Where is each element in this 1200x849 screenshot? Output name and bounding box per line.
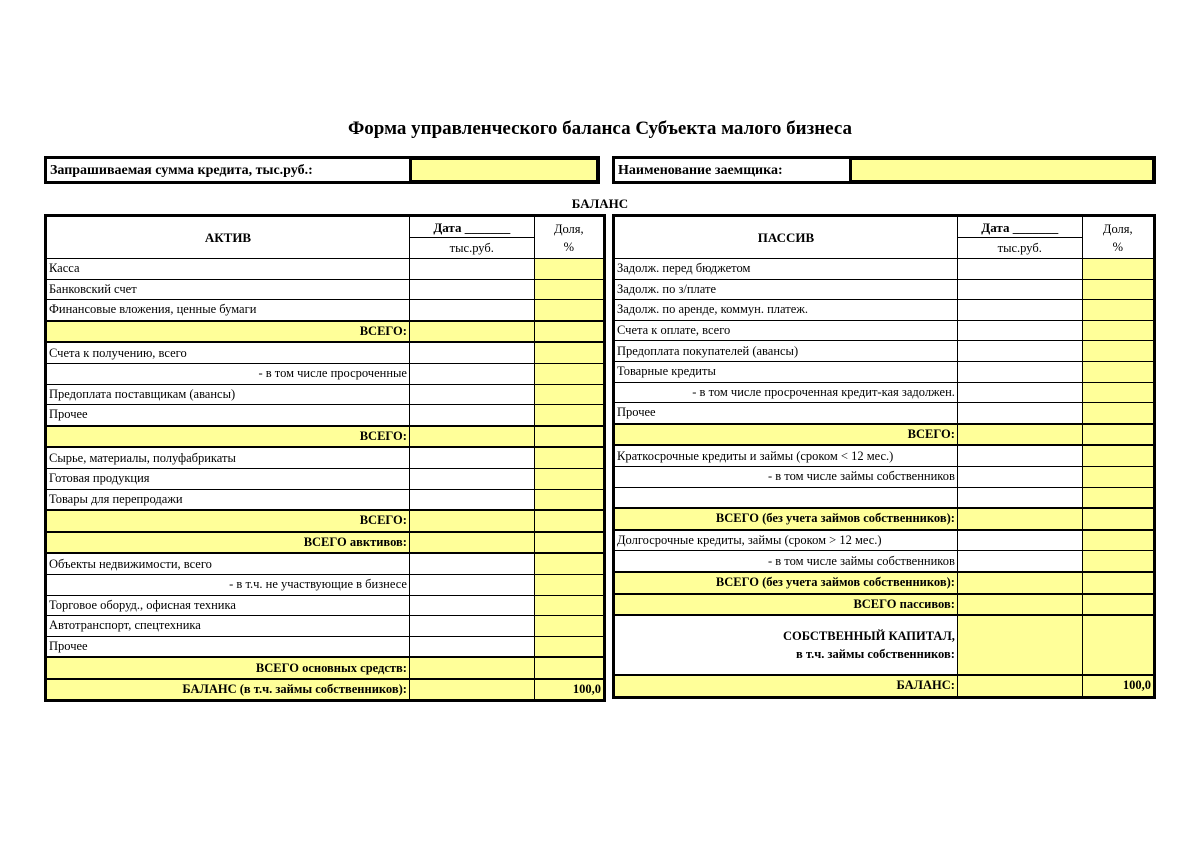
asset-row-label: Банковский счет (46, 279, 410, 300)
asset-row (46, 657, 605, 679)
liability-row (614, 675, 1155, 697)
asset-row (46, 447, 605, 468)
liability-row (614, 572, 1155, 594)
liability-share-cell[interactable] (1082, 487, 1154, 508)
asset-share-cell[interactable] (534, 468, 604, 489)
asset-value-cell[interactable] (409, 574, 534, 595)
liabilities-share-header (1082, 216, 1154, 259)
liability-row (614, 551, 1155, 572)
liability-share-cell[interactable] (1082, 508, 1154, 530)
asset-row (46, 468, 605, 489)
asset-row (46, 679, 605, 701)
asset-row (46, 384, 605, 405)
asset-row (46, 321, 605, 343)
liability-row-label: Задолж. по з/плате (614, 279, 958, 300)
asset-value-cell[interactable] (409, 532, 534, 554)
asset-row-label: ВСЕГО авктивов: (46, 532, 410, 554)
liability-value-cell[interactable] (957, 594, 1082, 616)
loan-amount-box (44, 156, 600, 184)
liability-value-cell[interactable] (957, 508, 1082, 530)
liability-value-cell[interactable] (957, 487, 1082, 508)
liability-value-cell[interactable] (957, 300, 1082, 321)
asset-row (46, 342, 605, 363)
liability-share-cell[interactable] (1082, 530, 1154, 551)
asset-row-label: БАЛАНС (в т.ч. займы собственников): (46, 679, 410, 701)
liability-row (614, 300, 1155, 321)
liability-value-cell[interactable] (957, 445, 1082, 466)
liabilities-unit-header: тыс.руб. (957, 238, 1082, 259)
asset-share-cell[interactable] (534, 510, 604, 532)
assets-table (44, 214, 606, 702)
liabilities-title: ПАССИВ (614, 216, 958, 259)
liability-row (614, 445, 1155, 466)
asset-row (46, 259, 605, 280)
asset-row-label: Прочее (46, 405, 410, 426)
asset-share-cell[interactable] (534, 447, 604, 468)
asset-value-cell[interactable] (409, 447, 534, 468)
asset-share-cell[interactable] (534, 657, 604, 679)
liability-value-cell[interactable] (957, 320, 1082, 341)
loan-amount-label: Запрашиваемая сумма кредита, тыс.руб.: (47, 159, 411, 181)
asset-value-cell[interactable] (409, 405, 534, 426)
asset-value-cell[interactable] (409, 363, 534, 384)
asset-value-cell[interactable] (409, 300, 534, 321)
asset-share-cell[interactable] (534, 363, 604, 384)
asset-value-cell[interactable] (409, 259, 534, 280)
asset-value-cell[interactable] (409, 510, 534, 532)
asset-row-label: Готовая продукция (46, 468, 410, 489)
borrower-box (612, 156, 1156, 184)
liability-share-cell[interactable] (1082, 551, 1154, 572)
asset-value-cell[interactable] (409, 279, 534, 300)
asset-row (46, 300, 605, 321)
asset-share-cell[interactable] (534, 532, 604, 554)
liability-capital-label (614, 615, 958, 675)
liability-value-cell[interactable] (957, 279, 1082, 300)
liability-row-label: Краткосрочные кредиты и займы (сроком < 12 мес.) (614, 445, 958, 466)
liability-value-cell[interactable] (957, 341, 1082, 362)
asset-share-cell[interactable] (534, 321, 604, 343)
asset-row-label: ВСЕГО: (46, 426, 410, 448)
asset-row (46, 510, 605, 532)
liability-row-label: Задолж. по аренде, коммун. платеж. (614, 300, 958, 321)
borrower-name-field[interactable] (851, 159, 1153, 181)
asset-row-label: Торговое оборуд., офисная техника (46, 595, 410, 616)
asset-row (46, 532, 605, 554)
liability-row (614, 424, 1155, 446)
assets-title: АКТИВ (46, 216, 410, 259)
liability-share-cell[interactable] (1082, 615, 1154, 675)
liability-share-cell[interactable] (1082, 403, 1154, 424)
liability-row-label: Долгосрочные кредиты, займы (сроком > 12 мес.) (614, 530, 958, 551)
asset-share-cell[interactable] (534, 279, 604, 300)
asset-row-label: ВСЕГО: (46, 510, 410, 532)
asset-value-cell[interactable] (409, 489, 534, 510)
borrower-label: Наименование заемщика: (615, 159, 851, 181)
liability-value-cell[interactable] (957, 259, 1082, 280)
asset-value-cell[interactable] (409, 468, 534, 489)
balance-heading: БАЛАНС (571, 196, 629, 211)
asset-value-cell[interactable] (409, 342, 534, 363)
liability-row (614, 530, 1155, 551)
liability-value-cell[interactable] (957, 551, 1082, 572)
owner-loans-label: в т.ч. займы собственников: (796, 647, 955, 662)
asset-value-cell[interactable] (409, 616, 534, 637)
liabilities-table (612, 214, 1156, 699)
liability-value-cell[interactable] (957, 530, 1082, 551)
liability-row-label: - в том числе займы собственников (614, 551, 958, 572)
liability-share-cell[interactable] (1082, 572, 1154, 594)
asset-share-cell[interactable] (534, 595, 604, 616)
asset-row-label: - в т.ч. не участвующие в бизнесе (46, 574, 410, 595)
liability-share-cell[interactable]: 100,0 (1082, 675, 1154, 697)
liability-share-cell[interactable] (1082, 445, 1154, 466)
liability-share-cell[interactable] (1082, 320, 1154, 341)
asset-row-label: Объекты недвижимости, всего (46, 553, 410, 574)
liability-row (614, 320, 1155, 341)
asset-share-cell[interactable] (534, 616, 604, 637)
asset-share-cell[interactable] (534, 384, 604, 405)
asset-row (46, 636, 605, 657)
asset-value-cell[interactable] (409, 657, 534, 679)
asset-row-label: Предоплата поставщикам (авансы) (46, 384, 410, 405)
asset-row-label: - в том числе просроченные (46, 363, 410, 384)
share-label: Доля, (1102, 221, 1133, 236)
liability-row-label: Счета к оплате, всего (614, 320, 958, 341)
asset-value-cell[interactable] (409, 426, 534, 448)
liability-share-cell[interactable] (1082, 424, 1154, 446)
share-label: Доля, (553, 221, 584, 236)
liabilities-date-header: Дата _______ (957, 216, 1082, 238)
liability-row (614, 466, 1155, 487)
liability-value-cell[interactable] (957, 675, 1082, 697)
liability-row-label: ВСЕГО (без учета займов собственников): (614, 572, 958, 594)
liability-row (614, 382, 1155, 403)
asset-share-cell[interactable] (534, 342, 604, 363)
liability-share-cell[interactable] (1082, 361, 1154, 382)
liability-row (614, 615, 1155, 675)
liability-row (614, 259, 1155, 280)
percent-label: % (563, 239, 575, 254)
asset-share-cell[interactable] (534, 636, 604, 657)
asset-share-cell[interactable] (534, 259, 604, 280)
percent-label: % (1112, 239, 1123, 254)
liability-row (614, 487, 1155, 508)
liability-row (614, 279, 1155, 300)
liability-row-label: Задолж. перед бюджетом (614, 259, 958, 280)
asset-row-label: Сырье, материалы, полуфабрикаты (46, 447, 410, 468)
liability-row-label: Прочее (614, 403, 958, 424)
asset-row-label: Касса (46, 259, 410, 280)
liability-share-cell[interactable] (1082, 259, 1154, 280)
asset-share-cell[interactable] (534, 405, 604, 426)
asset-row (46, 279, 605, 300)
asset-row (46, 405, 605, 426)
asset-row (46, 489, 605, 510)
liability-value-cell[interactable] (957, 361, 1082, 382)
liability-row-label: ВСЕГО: (614, 424, 958, 446)
assets-share-header (534, 216, 604, 259)
asset-value-cell[interactable] (409, 384, 534, 405)
asset-value-cell[interactable] (409, 595, 534, 616)
asset-row (46, 363, 605, 384)
liability-row-label: Товарные кредиты (614, 361, 958, 382)
liability-share-cell[interactable] (1082, 594, 1154, 616)
asset-row-label: Прочее (46, 636, 410, 657)
asset-row-label: Счета к получению, всего (46, 342, 410, 363)
asset-value-cell[interactable] (409, 679, 534, 701)
asset-row (46, 553, 605, 574)
liability-row-label: БАЛАНС: (614, 675, 958, 697)
asset-value-cell[interactable] (409, 636, 534, 657)
asset-row-label: ВСЕГО основных средств: (46, 657, 410, 679)
liability-row-label: - в том числе просроченная кредит-кая задолжен. (614, 382, 958, 403)
liability-row (614, 361, 1155, 382)
asset-row-label: ВСЕГО: (46, 321, 410, 343)
liability-value-cell[interactable] (957, 382, 1082, 403)
liability-row (614, 341, 1155, 362)
asset-share-cell[interactable] (534, 300, 604, 321)
liability-row (614, 403, 1155, 424)
asset-row-label: Товары для перепродажи (46, 489, 410, 510)
liability-row-label: ВСЕГО пассивов: (614, 594, 958, 616)
asset-row (46, 616, 605, 637)
asset-share-cell[interactable] (534, 426, 604, 448)
liability-share-cell[interactable] (1082, 382, 1154, 403)
liability-row (614, 508, 1155, 530)
asset-row-label: Финансовые вложения, ценные бумаги (46, 300, 410, 321)
liability-value-cell[interactable] (957, 424, 1082, 446)
assets-date-header: Дата _______ (409, 216, 534, 238)
form-title: Форма управленческого баланса Субъекта малого бизнеса (347, 118, 853, 139)
liability-row-label (614, 487, 958, 508)
liability-value-cell[interactable] (957, 615, 1082, 675)
asset-value-cell[interactable] (409, 321, 534, 343)
liability-row-label: Предоплата покупателей (авансы) (614, 341, 958, 362)
liability-share-cell[interactable] (1082, 466, 1154, 487)
liability-share-cell[interactable] (1082, 300, 1154, 321)
liability-row-label: - в том числе займы собственников (614, 466, 958, 487)
asset-share-cell[interactable] (534, 574, 604, 595)
asset-share-cell[interactable]: 100,0 (534, 679, 604, 701)
loan-amount-field[interactable] (411, 159, 597, 181)
liability-share-cell[interactable] (1082, 279, 1154, 300)
asset-row (46, 595, 605, 616)
equity-label: СОБСТВЕННЫЙ КАПИТАЛ, (782, 629, 955, 644)
liability-row-label: ВСЕГО (без учета займов собственников): (614, 508, 958, 530)
assets-unit-header: тыс.руб. (409, 238, 534, 259)
liability-row (614, 594, 1155, 616)
asset-value-cell[interactable] (409, 553, 534, 574)
asset-row (46, 574, 605, 595)
liability-value-cell[interactable] (957, 572, 1082, 594)
asset-share-cell[interactable] (534, 489, 604, 510)
asset-share-cell[interactable] (534, 553, 604, 574)
asset-row-label: Автотранспорт, спецтехника (46, 616, 410, 637)
liability-share-cell[interactable] (1082, 341, 1154, 362)
asset-row (46, 426, 605, 448)
liability-value-cell[interactable] (957, 403, 1082, 424)
liability-value-cell[interactable] (957, 466, 1082, 487)
